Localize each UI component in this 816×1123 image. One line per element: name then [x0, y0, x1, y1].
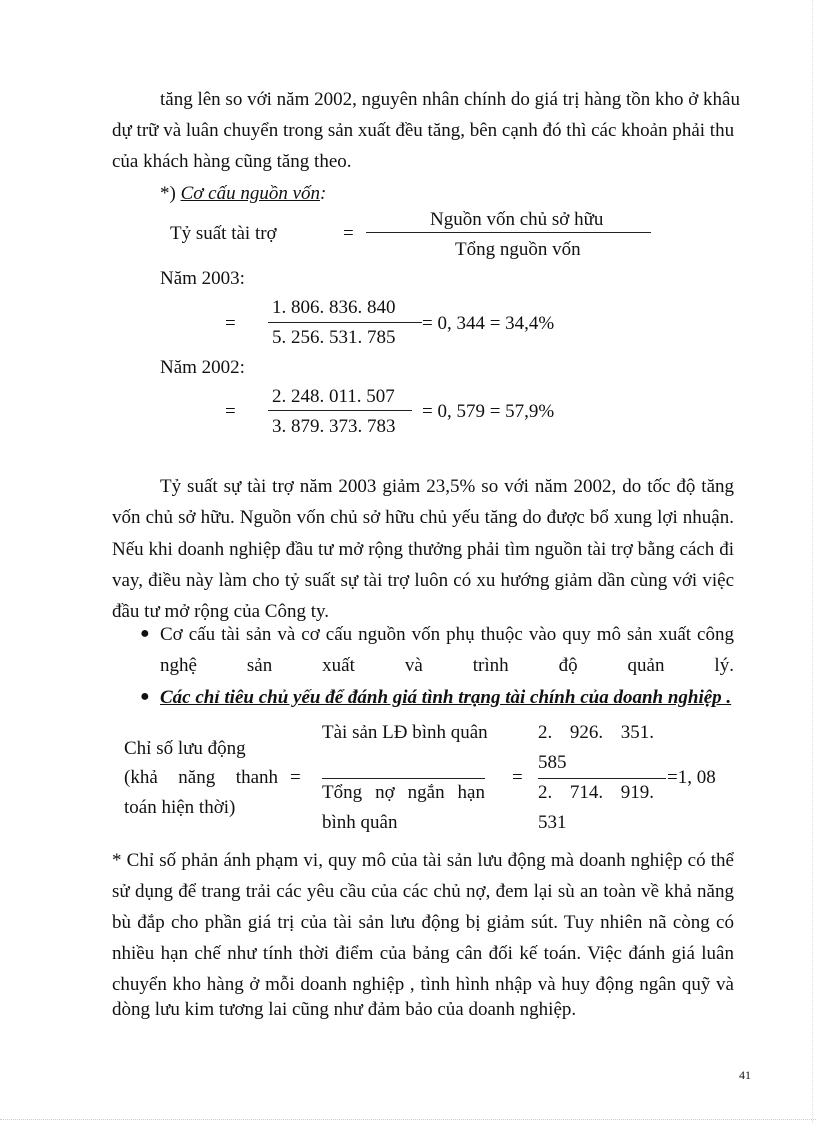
bullet1-word: và [404, 655, 423, 676]
bullet-dot-1: ● [140, 625, 150, 642]
bullet1-word: sản [246, 655, 273, 676]
year2002-denominator: 3. 879. 373. 783 [272, 416, 396, 437]
bullet1-word: xuất [322, 655, 355, 676]
para1-line2: dự trữ và luân chuyển trong sản xuất đều tăng, bên cạnh đó thì các khoản phải thu [112, 120, 735, 141]
liquidity-result: =1, 08 [667, 767, 716, 788]
page-bottom-edge [0, 1119, 816, 1120]
bullet1-word: lý. [714, 655, 734, 676]
bullet1-word: quản [627, 655, 665, 676]
formula1-fraction-bar [366, 232, 651, 233]
year2003-label: Năm 2003: [160, 268, 245, 289]
liquidity-denominator-line1: Tổng nợ ngắn hạn [322, 782, 485, 803]
liquidity-value-denominator-line1: 2. 714. 919. [538, 782, 654, 803]
bullet1-word: độ [558, 655, 578, 676]
para2-line4: vay, điều này làm cho tỷ suất sự tài trợ luôn có xu hướng giảm dần cùng với việc [112, 570, 734, 591]
liquidity-equals-2: = [512, 767, 523, 788]
para1-line3: của khách hàng cũng tăng theo. [112, 151, 352, 172]
para3-line6: dòng lưu kim tương lai cũng như đảm bảo của doanh nghiệp. [112, 999, 577, 1020]
year2002-label: Năm 2002: [160, 357, 245, 378]
formula1-label: Tỷ suất tài trợ [170, 223, 277, 244]
page-right-edge [812, 0, 813, 1123]
formula1-denominator: Tổng nguồn vốn [455, 239, 581, 260]
para2-line3: Nếu khi doanh nghiệp đầu tư mở rộng thưởng phải tìm nguồn tài trợ bằng cách đi [112, 539, 734, 560]
liquidity-label-line2: (khả năng thanh [124, 767, 278, 788]
section-heading-title: Cơ cấu nguồn vốn [180, 183, 321, 204]
para2-line2: vốn chủ sở hữu. Nguồn vốn chủ sở hữu chủ yếu tăng do được bổ xung lợi nhuận. [112, 507, 734, 528]
formula1-numerator: Nguồn vốn chủ sở hữu [430, 209, 604, 230]
year2002-fraction-bar [268, 410, 412, 411]
formula1-equals: = [343, 223, 354, 244]
para3-line4: nhiều hạn chế như tính thời điểm của bảng cân đối kế toán. Việc đánh giá luân [112, 943, 734, 964]
liquidity-equals-1: = [290, 767, 301, 788]
section-heading-colon: : [320, 183, 327, 204]
section-heading [160, 184, 326, 203]
para2-line1: Tỷ suất sự tài trợ năm 2003 giảm 23,5% so với năm 2002, do tốc độ tăng [160, 476, 734, 497]
liquidity-label-line3: toán hiện thời) [124, 797, 236, 818]
year2002-numerator: 2. 248. 011. 507 [272, 386, 395, 407]
bullet2-heading: Các chỉ tiêu chủ yếu để đánh giá tình trạng tài chính của doanh nghiệp . [160, 687, 732, 708]
page-number: 41 [739, 1068, 751, 1082]
year2002-result: = 0, 579 = 57,9% [422, 401, 555, 422]
liquidity-fraction-bar [322, 778, 485, 779]
para3-line2: sử dụng để trang trải các yêu cầu của các chủ nợ, đem lại sù an toàn về khả năng [112, 881, 734, 902]
liquidity-value-fraction-bar [538, 778, 666, 779]
year2003-result: = 0, 344 = 34,4% [422, 313, 555, 334]
year2003-fraction-bar [268, 322, 422, 323]
bullet1-word: nghệ [160, 655, 197, 676]
year2003-equals: = [225, 313, 236, 334]
section-heading-prefix: *) [160, 183, 176, 204]
bullet1-line1: Cơ cấu tài sản và cơ cấu nguồn vốn phụ thuộc vào quy mô sản xuất công [160, 624, 734, 645]
bullet-dot-2: ● [140, 688, 150, 705]
liquidity-value-numerator-line2: 585 [538, 752, 567, 773]
para3-line5: chuyển kho hàng ở mỗi doanh nghiệp , tình hình nhập và huy động ngân quỹ và [112, 974, 734, 995]
liquidity-label-line1: Chỉ số lưu động [124, 738, 246, 759]
para2-line5: đầu tư mở rộng của Công ty. [112, 601, 329, 622]
bullet1-word: trình [472, 655, 509, 676]
year2002-equals: = [225, 401, 236, 422]
para3-line1: * Chỉ số phản ánh phạm vi, quy mô của tài sản lưu động mà doanh nghiệp có thể [112, 850, 734, 871]
liquidity-denominator-line2: bình quân [322, 812, 398, 833]
year2003-denominator: 5. 256. 531. 785 [272, 327, 396, 348]
year2003-numerator: 1. 806. 836. 840 [272, 297, 396, 318]
liquidity-numerator: Tài sản LĐ bình quân [322, 722, 488, 743]
para1-line1: tăng lên so với năm 2002, nguyên nhân chính do giá trị hàng tồn kho ở khâu [160, 89, 740, 110]
bullet1-line2 [160, 656, 734, 675]
para3-line3: bù đắp cho phần giá trị của tài sản lưu động bị giảm sút. Tuy nhiên nã còng có [112, 912, 734, 933]
liquidity-value-denominator-line2: 531 [538, 812, 567, 833]
liquidity-value-numerator-line1: 2. 926. 351. [538, 722, 654, 743]
